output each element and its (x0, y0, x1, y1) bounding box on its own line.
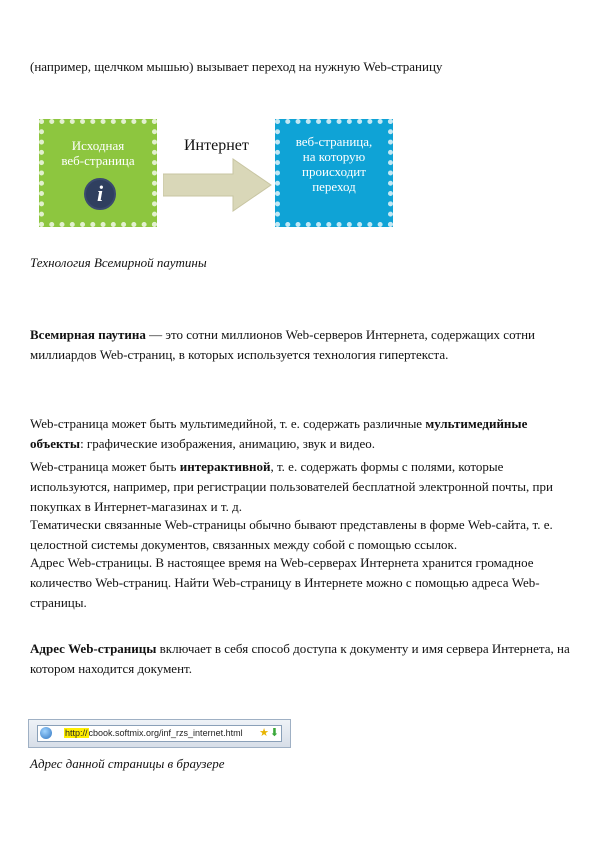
source-box-line-1: Исходная (71, 138, 125, 153)
www-definition (30, 325, 575, 365)
target-box-line-4: переход (312, 179, 356, 194)
figure-caption: Технология Всемирной паутины (30, 255, 207, 270)
www-text: — это сотни миллионов Web-серверов Интернета, содержащих сотни миллиардов Web-страниц, в которых используется технология гипертекста. (30, 327, 535, 362)
interactive-paragraph (30, 457, 575, 517)
url-rest: cbook.softmix.org/inf_rzs_internet.html (88, 728, 243, 738)
arrow-right-icon (163, 157, 273, 213)
browser-address-bar (28, 719, 291, 748)
address-definition (30, 639, 575, 679)
target-box-line-2: на которую (302, 149, 366, 164)
address-term: Адрес Web-страницы (30, 641, 157, 656)
url-field (37, 725, 282, 742)
intro-line: (например, щелчком мышью) вызывает переход на нужную Web-страницу (30, 59, 443, 74)
multimedia-after: : графические изображения, анимацию, звук и видео. (80, 436, 376, 451)
thematic-paragraph: Тематически связанные Web-страницы обычно бывают представлены в форме Web-сайта, т. е. целостной системы документов, связанных между собой с помощью ссылок. (30, 517, 553, 552)
multimedia-term: мультимедийные объекты (30, 416, 528, 451)
interactive-after: , т. е. содержать формы с полями, которые используются, например, при регистрации пользователей бесплатной электронной почты, при покупках в Интернет-магазинах и т. д. (30, 459, 553, 514)
target-box-line-3: происходит (302, 164, 366, 179)
url-text (64, 727, 243, 740)
globe-icon (40, 727, 52, 739)
source-box-line-2: веб-страница (61, 153, 135, 168)
interactive-before: Web-страница может быть (30, 459, 180, 474)
www-term: Всемирная паутина (30, 327, 146, 342)
interactive-term: интерактивной (179, 459, 271, 474)
internet-label: Интернет (184, 137, 249, 154)
url-protocol: http:// (65, 728, 88, 738)
target-box-line-1: веб-страница, (295, 134, 373, 149)
address-text: включает в себя способ доступа к документу и имя сервера Интернета, на котором находится документ. (30, 641, 570, 676)
multimedia-before: Web-страница может быть мультимедийной, т. е. содержать различные (30, 416, 426, 431)
multimedia-paragraph (30, 414, 575, 454)
source-page-box (39, 119, 157, 227)
address-intro-paragraph: Адрес Web-страницы. В настоящее время на Web-серверах Интернета хранится громадное количество Web-страниц. Найти Web-страницу в Интернете можно с помощью адреса Web-страницы. (30, 555, 540, 610)
arrow-down-icon: ⬇ (269, 726, 279, 739)
star-icon: ★ (259, 727, 269, 739)
target-page-box (275, 119, 393, 227)
address-bar-caption: Адрес данной страницы в браузере (30, 756, 225, 771)
info-icon: i (84, 178, 116, 210)
